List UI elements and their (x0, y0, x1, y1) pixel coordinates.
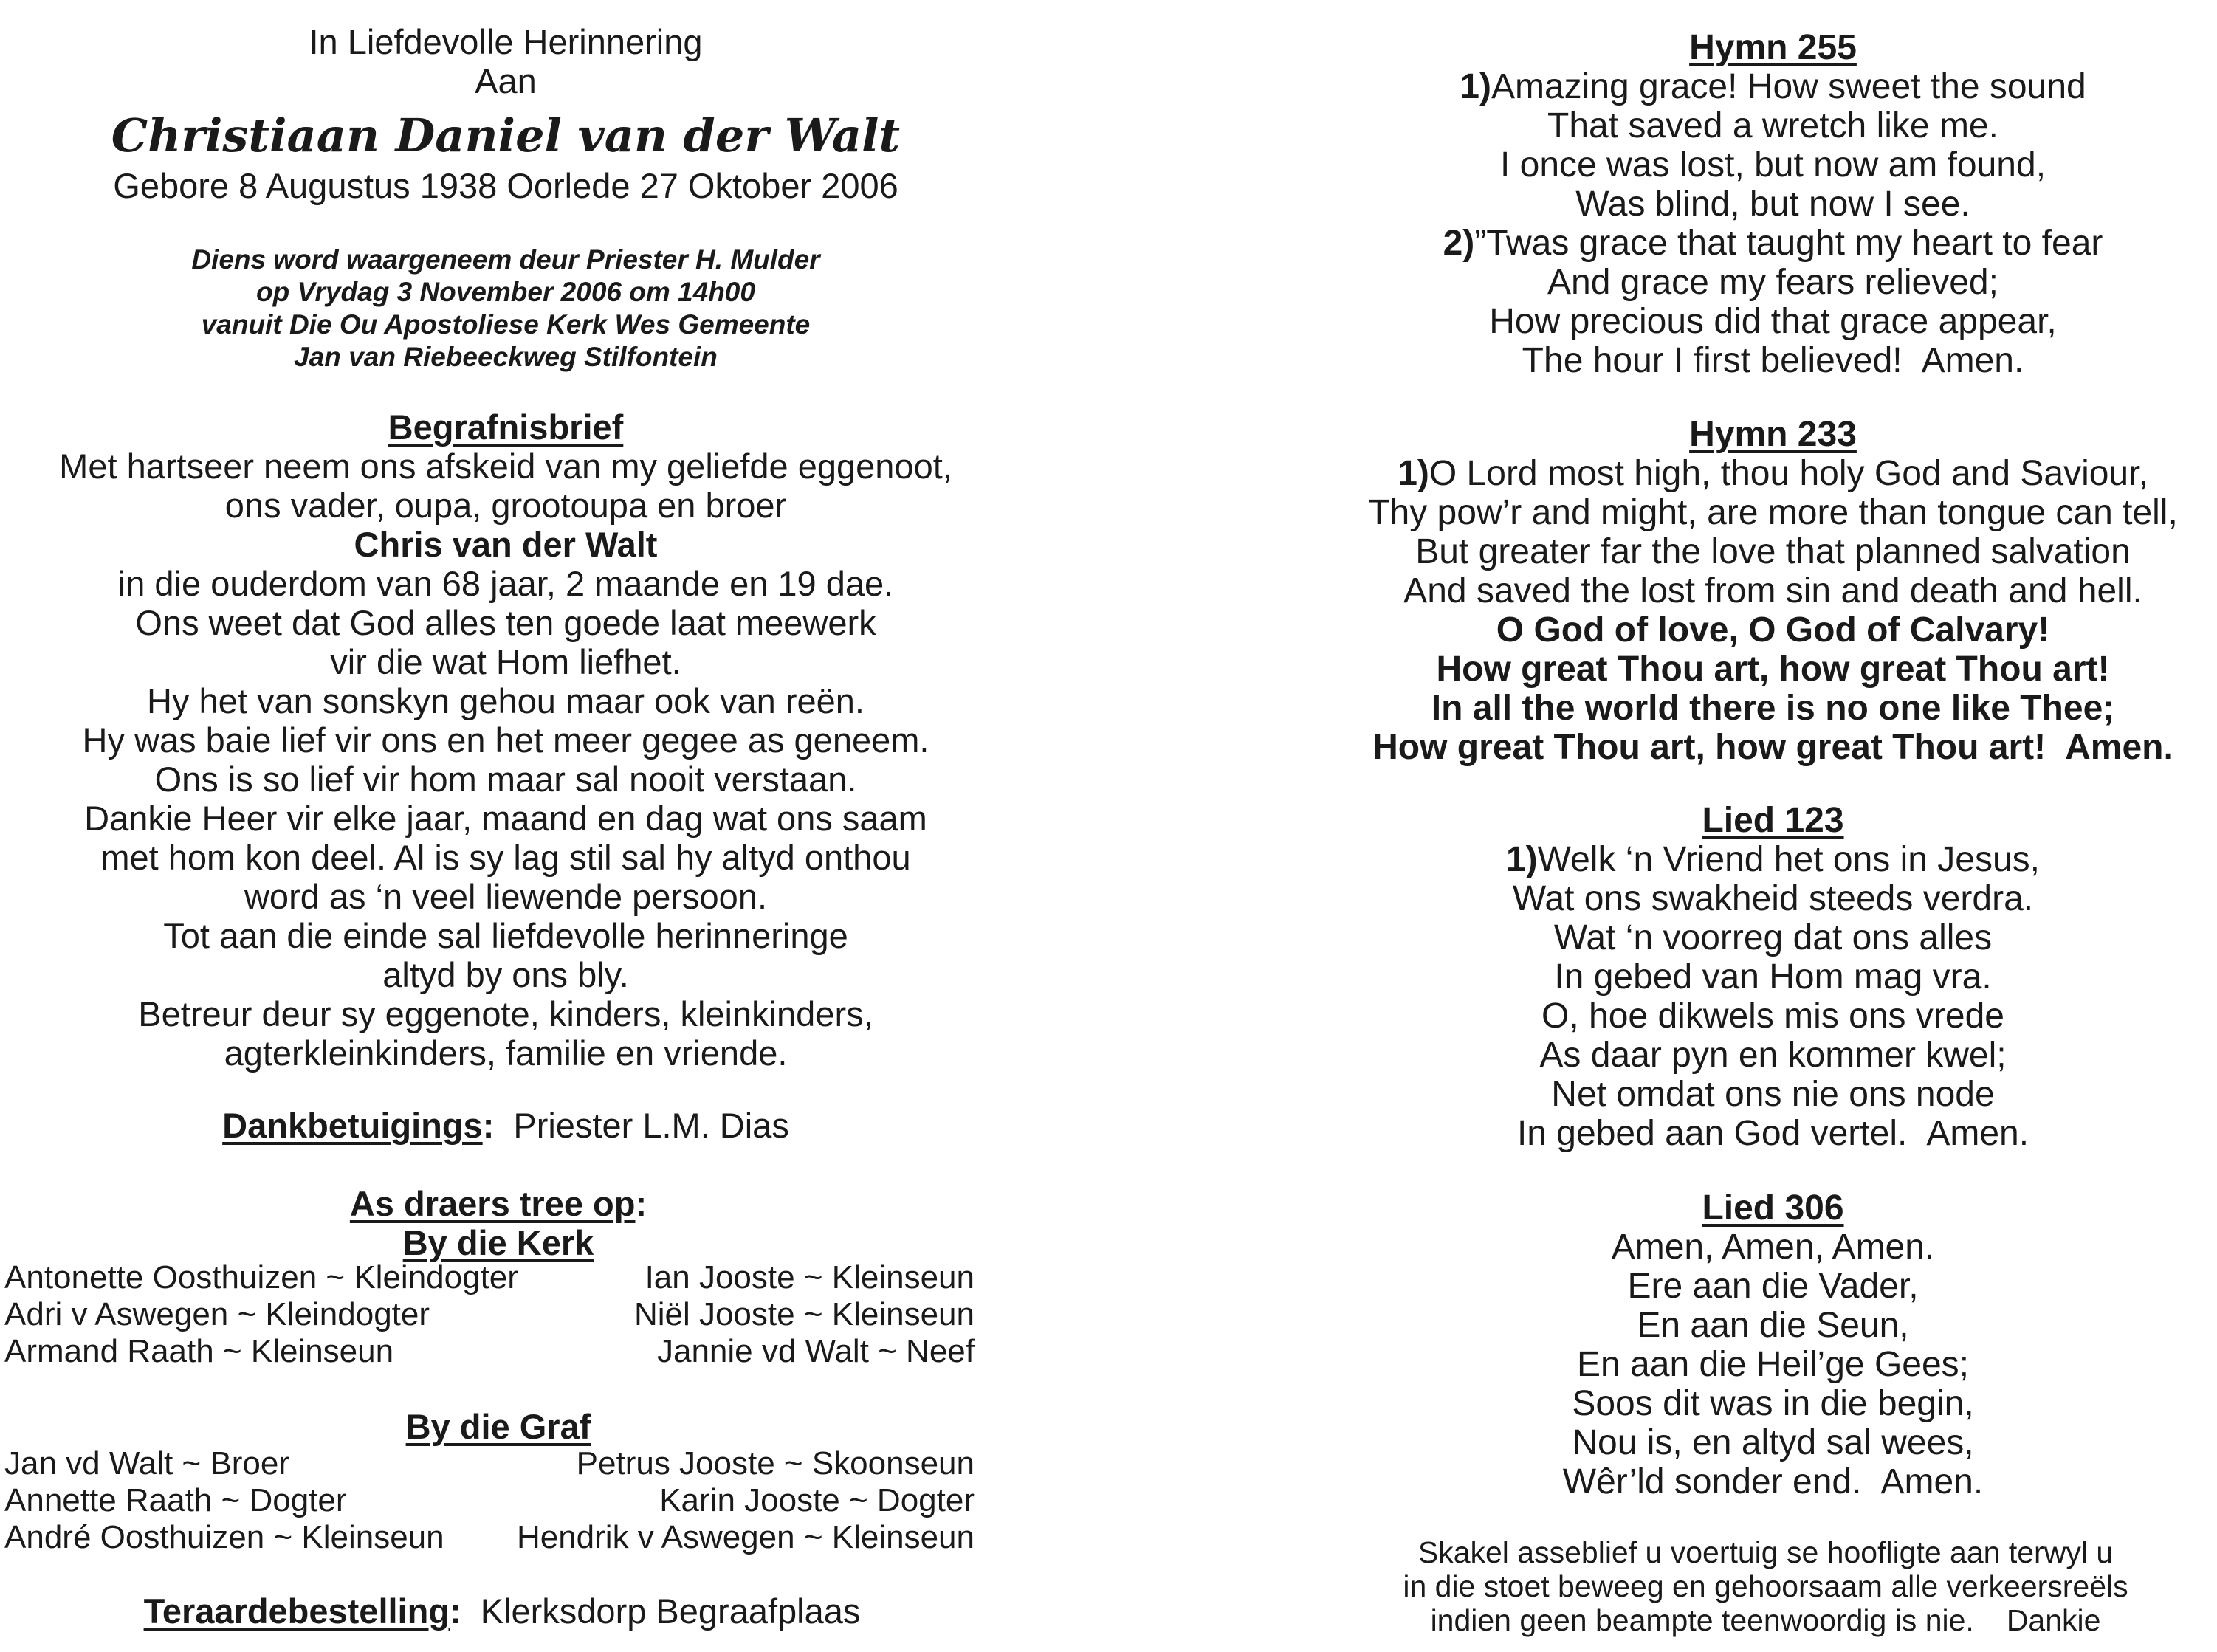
amen: Amen. (1921, 341, 2024, 380)
hymn-line: En aan die Heil’ge Gees; (1577, 1345, 1969, 1384)
table-row (4, 1259, 975, 1296)
notice-line: in die stoet beweeg en gehoorsaam alle verkeersreëls (1403, 1569, 2128, 1603)
hymn-line: Thy pow’r and might, are more than tongue can tell, (1368, 493, 2178, 532)
amen: Amen. (2065, 728, 2173, 767)
hymn-line: Net omdat ons nie ons node (1551, 1075, 1995, 1114)
hymn-line: Wêr’ld sonder end. (1562, 1462, 1862, 1501)
thanks-value: Priester L.M. Dias (513, 1106, 789, 1145)
hymn-line: In gebed aan God vertel. (1516, 1114, 1908, 1153)
table-row (4, 1519, 975, 1556)
hymn-line: Amen, Amen, Amen. (1611, 1228, 1935, 1267)
bearer-name: Adri v Aswegen ~ Kleindogter (4, 1296, 430, 1332)
hymn-line: And grace my fears relieved; (1547, 263, 1998, 302)
bearer-name: Karin Jooste ~ Dogter (659, 1482, 975, 1518)
service-line: vanuit Die Ou Apostoliese Kerk Wes Gemeente (201, 309, 811, 340)
memory-line: Aan (475, 61, 537, 100)
verse-number: 1) (1460, 67, 1491, 106)
memorial-heading (0, 22, 1011, 100)
grave-bearers (4, 1445, 975, 1556)
letter-line: altyd by ons bly. (382, 955, 629, 994)
memory-line: In Liefdevolle Herinnering (309, 22, 703, 61)
hymn-line: As daar pyn en kommer kwel; (1539, 1036, 2007, 1075)
letter-heading: Begrafnisbrief (388, 407, 624, 447)
verse-number: 1) (1505, 840, 1538, 879)
hymn-title: Lied 306 (1702, 1188, 1844, 1228)
lied-123 (1329, 801, 2217, 1153)
hymn-line: Wat ‘n voorreg dat ons alles (1553, 918, 1993, 957)
bearers-title: As draers tree op (349, 1184, 636, 1223)
hymn-title: Hymn 255 (1689, 28, 1857, 67)
amen: Amen. (1880, 1462, 1984, 1501)
table-row (4, 1482, 975, 1519)
traffic-notice (1314, 1535, 2217, 1637)
thanks-colon: : (482, 1106, 495, 1145)
letter-line: vir die wat Hom liefhet. (330, 642, 681, 681)
deceased-name: Christiaan Daniel van der Walt (111, 109, 901, 162)
hymn-line: O Lord most high, thou holy God and Saviour, (1429, 454, 2148, 493)
chorus-line: How great Thou art, how great Thou art! (1372, 728, 2046, 767)
burial-line (0, 1591, 1011, 1631)
chorus-line: How great Thou art, how great Thou art! (1436, 650, 2110, 689)
hymn-line: I once was lost, but now am found, (1499, 145, 2046, 185)
hymn-line: O, hoe dikwels mis ons vrede (1541, 997, 2004, 1036)
hymn-line: Nou is, en altyd sal wees, (1572, 1423, 1974, 1462)
bearer-name: Niël Jooste ~ Kleinseun (633, 1296, 975, 1332)
verse-number: 1) (1398, 454, 1429, 493)
burial-label: Teraardebestelling (143, 1591, 450, 1631)
notice-line: Skakel asseblief u voertuig se hoofligte aan terwyl u (1417, 1535, 2114, 1569)
letter-name: Chris van der Walt (354, 525, 658, 564)
hymn-line: That saved a wretch like me. (1547, 106, 1998, 145)
letter-line: Betreur deur sy eggenote, kinders, kleinkinders, (138, 994, 873, 1033)
left-page (0, 0, 1011, 1652)
hymn-line: Ere aan die Vader, (1627, 1267, 1919, 1306)
bearer-name: Petrus Jooste ~ Skoonseun (576, 1445, 975, 1481)
bearer-name: Antonette Oosthuizen ~ Kleindogter (4, 1259, 518, 1295)
hymn-title: Hymn 233 (1689, 415, 1857, 454)
burial-colon: : (450, 1591, 461, 1631)
hymn-line: Was blind, but now I see. (1575, 185, 1970, 224)
hymn-line: How precious did that grace appear, (1489, 302, 2057, 341)
bearer-name: Hendrik v Aswegen ~ Kleinseun (516, 1519, 975, 1555)
life-dates: Gebore 8 Augustus 1938 Oorlede 27 Oktober 2006 (113, 166, 898, 205)
letter-line: Tot aan die einde sal liefdevolle herinneringe (163, 916, 848, 955)
service-line: Diens word waargeneem deur Priester H. Mulder (191, 244, 820, 275)
hymn-line: Amazing grace! How sweet the sound (1491, 67, 2086, 106)
hymn-line: Welk ‘n Vriend het ons in Jesus, (1537, 840, 2041, 879)
letter-line: agterkleinkinders, familie en vriende. (224, 1033, 788, 1073)
letter-line: Dankie Heer vir elke jaar, maand en dag wat ons saam (84, 799, 927, 838)
bearer-name: André Oosthuizen ~ Kleinseun (4, 1519, 444, 1555)
bearers-colon: : (635, 1184, 647, 1223)
bearer-name: Annette Raath ~ Dogter (4, 1482, 347, 1518)
bearer-name: Jannie vd Walt ~ Neef (656, 1333, 975, 1369)
letter-line: Hy was baie lief vir ons en het meer gegee as geneem. (82, 720, 929, 760)
bearer-name: Armand Raath ~ Kleinseun (4, 1333, 394, 1369)
letter-line: Met hartseer neem ons afskeid van my geliefde eggenoot, (59, 447, 952, 486)
service-line: op Vrydag 3 November 2006 om 14h00 (256, 277, 755, 307)
hymn-line: En aan die Seun, (1637, 1306, 1909, 1345)
table-row (4, 1333, 975, 1370)
hymn-line: And saved the lost from sin and death and hell. (1403, 571, 2142, 610)
letter-line: Ons is so lief vir hom maar sal nooit verstaan. (154, 760, 857, 799)
hymn-line: Soos dit was in die begin, (1572, 1384, 1974, 1423)
chorus-line: O God of love, O God of Calvary! (1496, 610, 2050, 650)
hymn-line: ”Twas grace that taught my heart to fear (1474, 224, 2103, 263)
service-details (0, 244, 1011, 374)
table-row (4, 1296, 975, 1333)
notice-thanks: Dankie (2006, 1603, 2101, 1637)
church-bearers (4, 1259, 975, 1370)
letter-line: Ons weet dat God alles ten goede laat meewerk (135, 603, 876, 642)
letter-line: Hy het van sonskyn gehou maar ook van reën. (147, 681, 865, 720)
burial-value: Klerksdorp Begraafplaas (480, 1591, 861, 1631)
grave-heading: By die Graf (405, 1407, 591, 1446)
church-heading: By die Kerk (402, 1223, 594, 1262)
bearer-name: Ian Jooste ~ Kleinseun (645, 1259, 975, 1295)
chorus-line: In all the world there is no one like Thee; (1431, 689, 2115, 728)
hymn-line: The hour I first believed! (1522, 341, 1903, 380)
hymn-line: But greater far the love that planned salvation (1415, 532, 2131, 571)
notice-line: indien geen beampte teenwoordig is nie. (1430, 1603, 1974, 1637)
verse-number: 2) (1443, 224, 1475, 263)
letter-line: met hom kon deel. Al is sy lag stil sal hy altyd onthou (100, 838, 911, 877)
hymn-233 (1329, 415, 2217, 767)
amen: Amen. (1926, 1114, 2029, 1153)
bearers-heading (0, 1184, 1011, 1262)
bearer-name: Jan vd Walt ~ Broer (4, 1445, 289, 1481)
hymn-255 (1329, 28, 2217, 380)
table-row (4, 1445, 975, 1482)
letter-line: in die ouderdom van 68 jaar, 2 maande en 19 dae. (117, 564, 894, 603)
hymn-title: Lied 123 (1702, 801, 1844, 840)
letter-line: ons vader, oupa, grootoupa en broer (224, 486, 787, 525)
service-line: Jan van Riebeeckweg Stilfontein (294, 342, 718, 372)
right-page (1329, 0, 2217, 1652)
lied-306 (1329, 1188, 2217, 1501)
thanks-line (0, 1106, 1011, 1145)
hymn-line: In gebed van Hom mag vra. (1554, 957, 1992, 997)
funeral-letter (0, 407, 1011, 1073)
thanks-label: Dankbetuigings (222, 1106, 483, 1145)
letter-line: word as ‘n veel liewende persoon. (244, 877, 768, 916)
hymn-line: Wat ons swakheid steeds verdra. (1512, 879, 2034, 918)
